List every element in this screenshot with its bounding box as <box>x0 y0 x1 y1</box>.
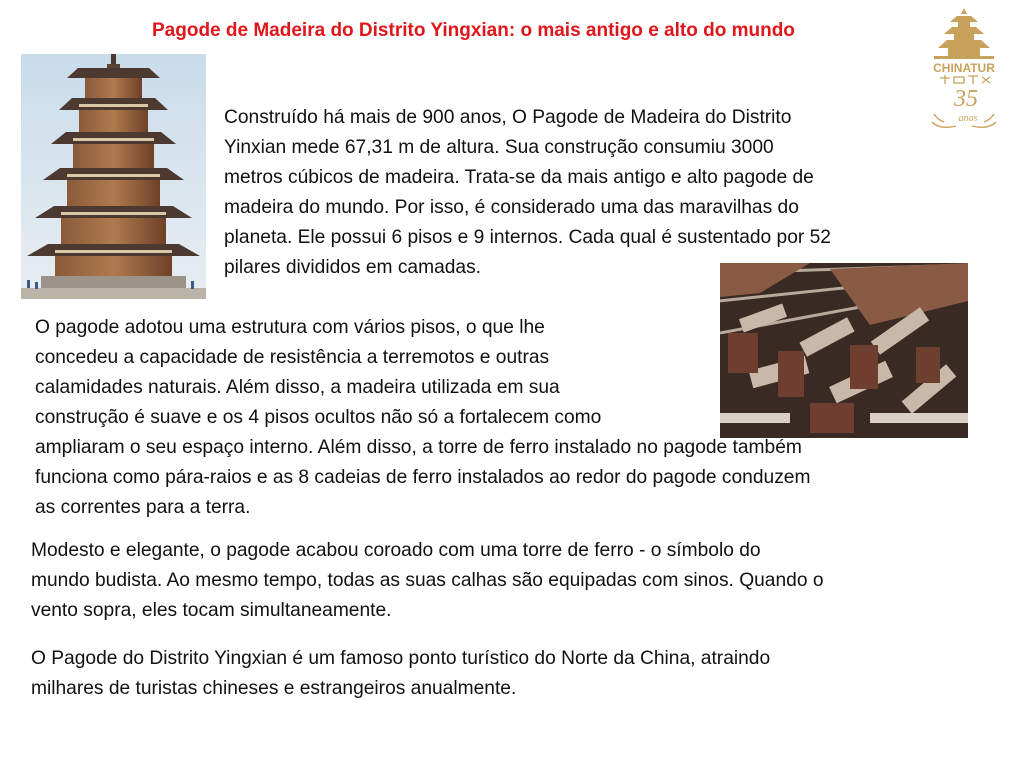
text-line: vento sopra, eles tocam simultaneamente. <box>31 600 392 621</box>
text-line: calamidades naturais. Além disso, a madeira utilizada em sua <box>35 377 560 398</box>
svg-text:anos: anos <box>958 113 978 124</box>
text-line: pilares divididos em camadas. <box>224 257 482 278</box>
slide-title: Pagode de Madeira do Distrito Yingxian: o mais antigo e alto do mundo <box>152 20 795 41</box>
svg-text:35: 35 <box>954 86 978 112</box>
text-line: O Pagode do Distrito Yingxian é um famoso ponto turístico do Norte da China, atraindo <box>31 648 771 669</box>
tourism-paragraph <box>31 644 1006 704</box>
iron-tower-paragraph <box>31 536 1006 626</box>
text-line: mundo budista. Ao mesmo tempo, todas as suas calhas são equipadas com sinos. Quando o <box>31 570 824 591</box>
structure-paragraph <box>35 313 995 523</box>
text-line: madeira do mundo. Por isso, é considerado uma das maravilhas do <box>224 197 799 218</box>
text-line: ampliaram o seu espaço interno. Além disso, a torre de ferro instalado no pagode também <box>35 437 802 458</box>
intro-paragraph <box>224 103 964 283</box>
text-line: milhares de turistas chineses e estrangeiros anualmente. <box>31 678 517 699</box>
text-line: Modesto e elegante, o pagode acabou coroado com uma torre de ferro - o símbolo do <box>31 540 761 561</box>
text-line: concedeu a capacidade de resistência a terremotos e outras <box>35 347 550 368</box>
text-line: Construído há mais de 900 anos, O Pagode de Madeira do Distrito <box>224 107 792 128</box>
text-line: O pagode adotou uma estrutura com vários pisos, o que lhe <box>35 317 545 338</box>
text-line: metros cúbicos de madeira. Trata-se da mais antigo e alto pagode de <box>224 167 814 188</box>
svg-text:CHINATUR: CHINATUR <box>933 61 995 75</box>
text-line: funciona como pára-raios e as 8 cadeias de ferro instalados ao redor do pagode conduzem <box>35 467 811 488</box>
text-line: construção é suave e os 4 pisos ocultos não só a fortalecem como <box>35 407 602 428</box>
pagoda-photo <box>21 54 206 299</box>
text-line: planeta. Ele possui 6 pisos e 9 internos. Cada qual é sustentado por 52 <box>224 227 831 248</box>
text-line: Yinxian mede 67,31 m de altura. Sua construção consumiu 3000 <box>224 137 774 158</box>
text-line: as correntes para a terra. <box>35 497 251 518</box>
